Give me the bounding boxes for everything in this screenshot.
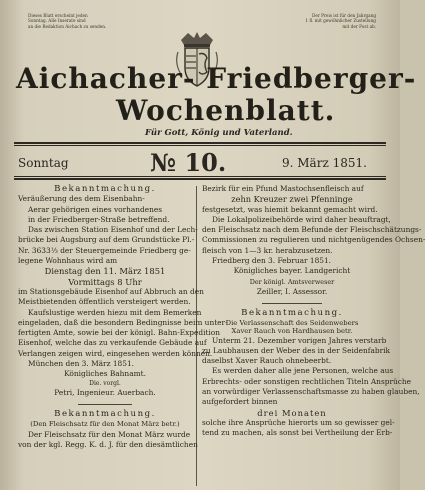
right-article2-line: tend zu machen, als sonst bei Vertheilung der Erb-	[202, 428, 393, 438]
right-article2-line: solche ihre Ansprüche hierorts um so gewisser gel-	[202, 417, 395, 427]
right-separator	[262, 297, 322, 304]
left-article1-line: Meistbietenden öffentlich versteigert werden.	[18, 297, 191, 307]
rule-top	[14, 142, 386, 144]
right-article2-line: zu Laubhausen der Weber des in der Seidenfabrik	[202, 345, 390, 355]
left-article1-line: Veräußerung des dem Eisenbahn-	[18, 194, 145, 204]
masthead-right-notice: Der Preis ist für den Jahrgang 1 fl. mit gewöhnlicher Zustellung mit der Post ab.	[305, 13, 376, 29]
masthead-motto: Für Gott, König und Vaterland.	[145, 128, 293, 138]
right-article2-deadline: drei Monaten	[257, 407, 327, 418]
right-article2-line: an vorwürdiger Verlassenschaftsmasse zu haben glauben,	[202, 387, 420, 397]
right-article1-line: fleisch von 1—3 kr. herabzusetzen.	[202, 245, 333, 255]
left-article1-line: Verlangen zeigen wird, eingesehen werden können.	[18, 348, 213, 358]
rule-bottom	[14, 178, 386, 180]
rule-bottom-thin	[14, 176, 386, 177]
issue-day: Sonntag	[18, 156, 69, 170]
left-article1-line: Aerar gehörigen eines vorhandenes	[28, 204, 163, 214]
right-article2-line: daselbst Xaver Rauch ohnebeerbt.	[202, 356, 332, 366]
right-article2-line: aufgefordert binnen	[202, 397, 278, 407]
right-article1-for: Der königl. Amtsverweser	[249, 277, 335, 286]
left-article1-auction-date: Dienstag den 11. März 1851	[44, 266, 166, 277]
right-article2-line: Es werden daher alle jene Personen, welche aus	[212, 366, 394, 376]
left-article1-authority: Königliches Bahnamt.	[64, 369, 146, 379]
masthead-title-line2: Wochenblatt.	[116, 94, 336, 127]
right-article1-line: Commissionen zu regulieren und nichtgenügendes Ochsen-	[202, 235, 425, 245]
right-article2-line: Unterm 21. Dezember vorigen Jahres verstarb	[212, 335, 387, 345]
left-article1-line: legene Wohnhaus wird am	[18, 256, 118, 266]
left-article1-signature-note: Die. vorgl.	[89, 379, 121, 387]
right-article1-authority: Königliches bayer. Landgericht	[233, 266, 351, 276]
left-article2-heading: Bekanntmachung.	[54, 408, 156, 419]
left-article1-line: in der Friedberger-Straße betreffend.	[28, 214, 170, 224]
left-article1-line: München den 3. März 1851.	[28, 359, 134, 369]
left-article1-line: Kaufslustige werden hiezu mit dem Bemerken	[28, 307, 202, 317]
issue-number: № 10.	[150, 148, 227, 177]
left-article1-line: brücke bei Augsburg auf dem Grundstücke Pl.-	[18, 235, 195, 245]
left-article2-line: von der kgl. Regg. K. d. J. für den diesämtlichen	[18, 439, 198, 449]
left-article1-line: Eisenhof, welche das zu verkaufende Gebäude auf	[18, 338, 207, 348]
left-article2-line: Der Fleischsatz für den Monat März wurde	[28, 429, 191, 439]
masthead-title-line1: Aichacher- Friedberger-	[16, 62, 417, 95]
right-article2-subtitle: Xaver Rauch von Hardhausen betr.	[231, 326, 353, 335]
right-article1-line: den Fleischsatz nach dem Befunde der Fleischschätzungs-	[202, 225, 422, 235]
issue-date: 9. März 1851.	[282, 156, 367, 170]
left-article1-auction-time: Vormittags 8 Uhr	[68, 276, 142, 287]
right-column	[202, 184, 425, 439]
left-article1-line: Nr. 3633⅓ der Steuergemeinde Friedberg ge-	[18, 245, 191, 255]
left-separator	[78, 398, 132, 405]
masthead-left-notice: Dieses Blatt erscheint jeden Sonntag. Alle Inserate sind an die Redaktion Aichach zu senden.	[28, 13, 107, 29]
left-article1-line: Das zwischen Station Eisenhof und der Lech-	[28, 225, 198, 235]
left-column	[18, 184, 228, 450]
left-article1-line: eingeladen, daß die besondern Bedingnisse beim unter-	[18, 317, 228, 327]
left-article2-subtitle: (Den Fleischsatz für den Monat März betr.)	[30, 420, 180, 429]
right-article2-line: Erbrechts- oder sonstigen rechtlichen Titeln Ansprüche	[202, 376, 412, 386]
right-article2-heading: Bekanntmachung.	[241, 308, 343, 319]
rule-top-thin	[14, 145, 386, 146]
right-article1-line: Bezirk für ein Pfund Mastochsenfleisch auf	[202, 184, 364, 193]
left-article1-signature: Petri, Ingenieur. Auerbach.	[54, 387, 156, 397]
right-article2-subtitle: Die Verlassenschaft des Seidenwebers	[225, 318, 359, 327]
right-article1-signature: Zeiller, I. Assessor.	[256, 286, 328, 296]
right-article1-price: zehn Kreuzer zwei Pfenninge	[231, 194, 353, 205]
right-article1-line: Die Lokalpolizeibehörde wird daher beauftragt,	[212, 214, 391, 224]
left-article1-line: fertigten Amte, sowie bei der königl. Bahn-Expedition	[18, 328, 221, 338]
left-article1-heading: Bekanntmachung.	[54, 184, 156, 194]
right-article1-line: Friedberg den 3. Februar 1851.	[212, 256, 332, 266]
left-article1-line: im Stationsgebäude Eisenhof auf Abbruch an den	[18, 286, 204, 296]
right-article1-line: festgesetzt, was hiemit bekannt gemacht wird.	[202, 204, 378, 214]
